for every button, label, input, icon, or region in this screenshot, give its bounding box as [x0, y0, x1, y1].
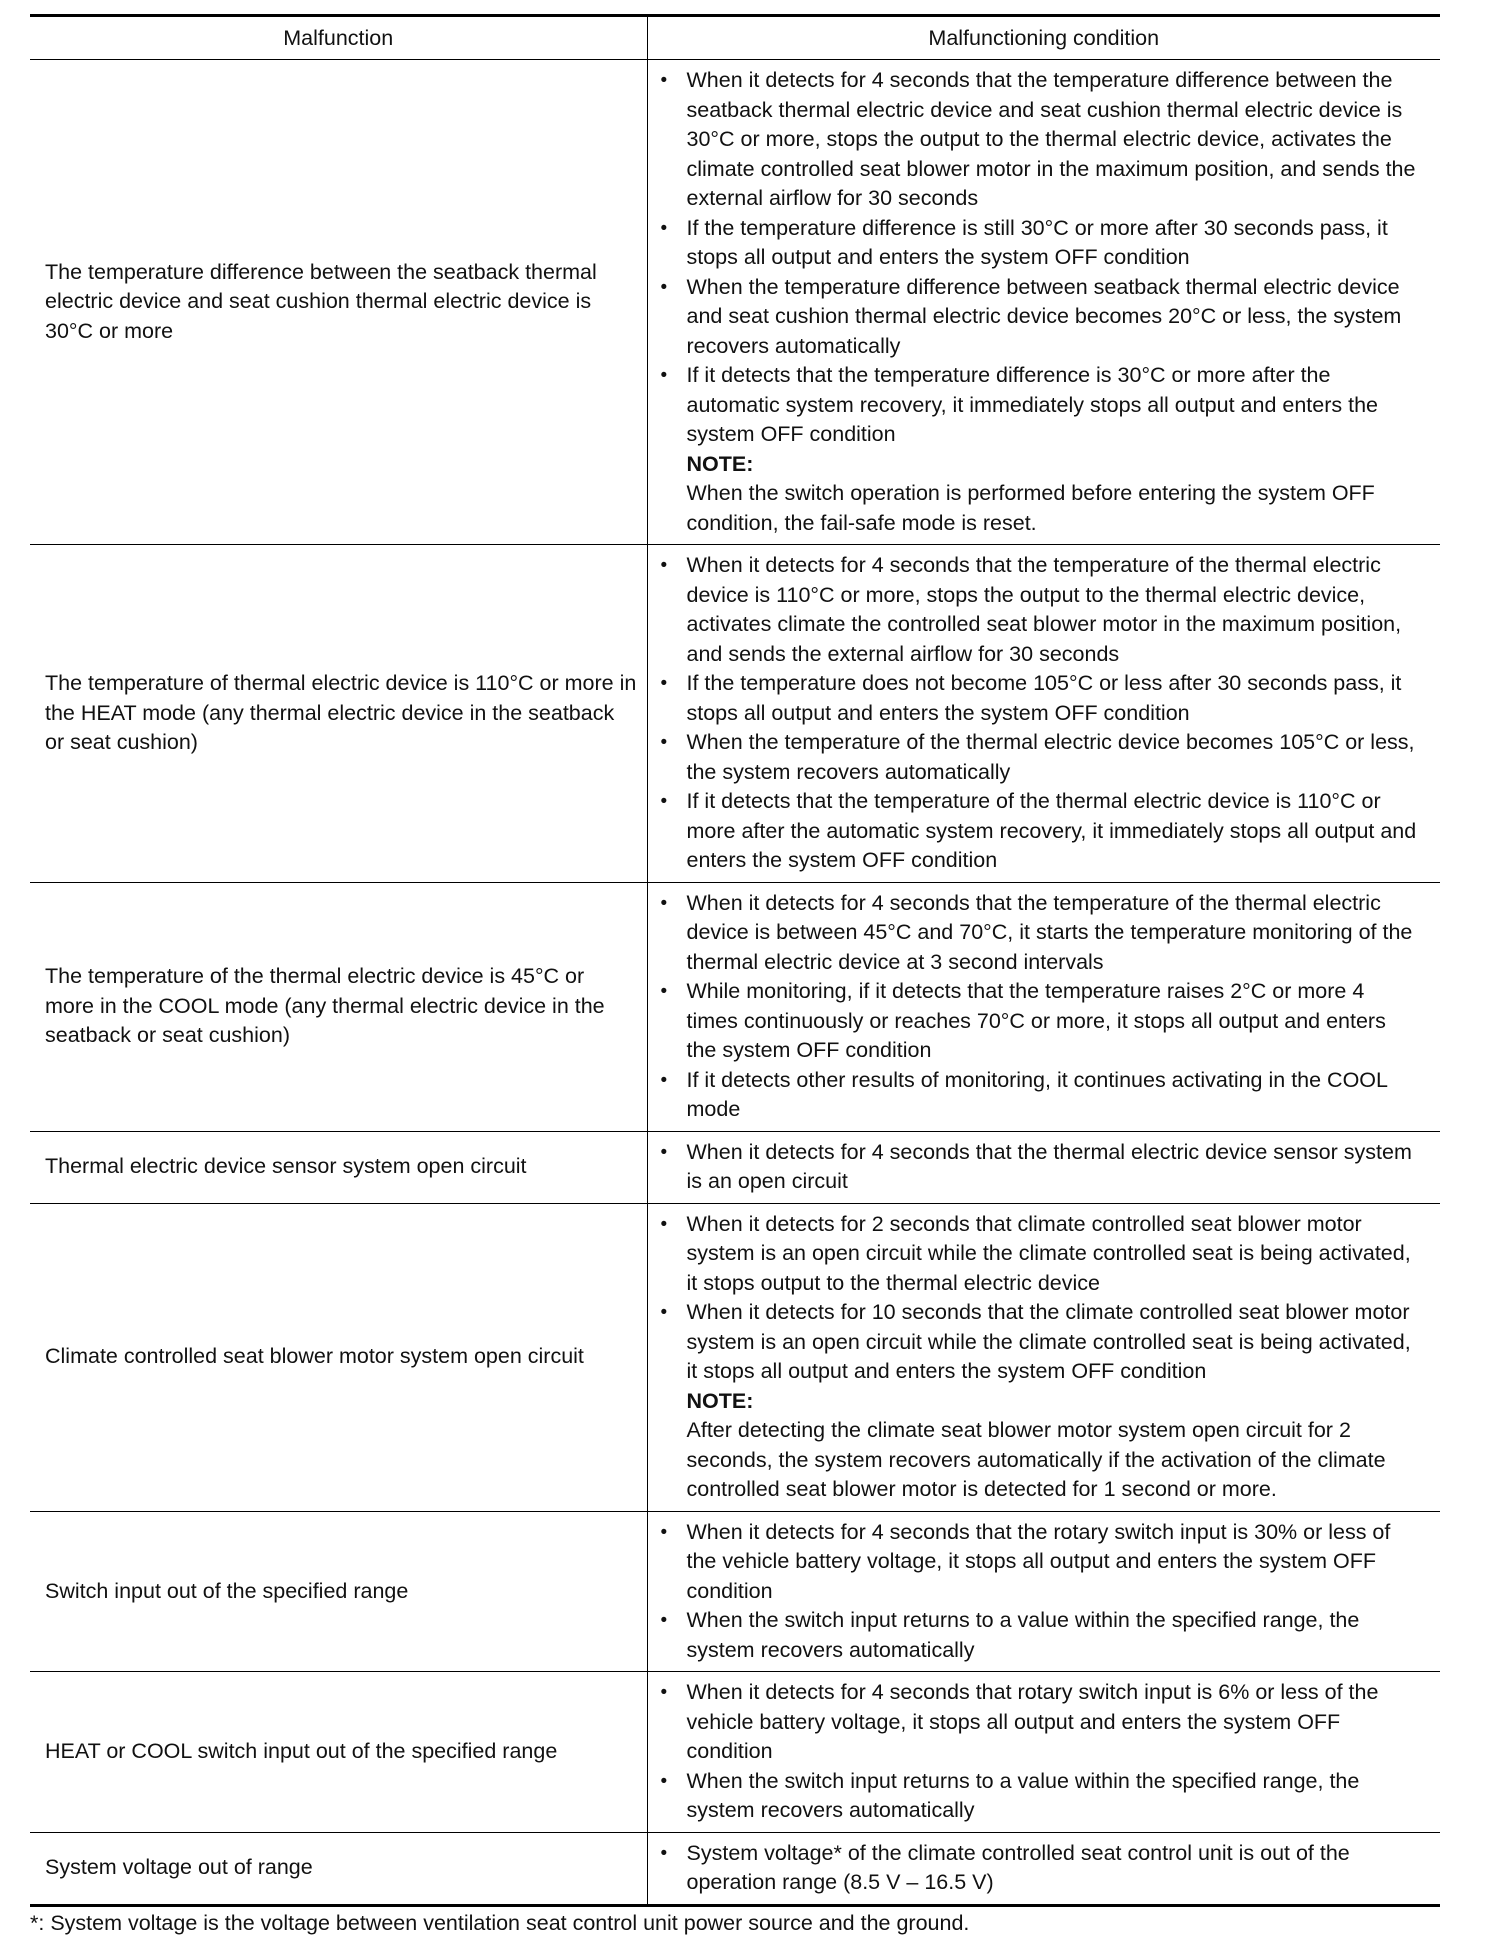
table-header-row	[30, 16, 1440, 60]
condition-list	[661, 551, 1421, 876]
condition-item: • While monitoring, if it detects that the temperature raises 2°C or more 4 times continuously or reaches 70°C or more, it stops all output and enters the system OFF condition	[661, 977, 1421, 1066]
footnote: *: System voltage is the voltage between ventilation seat control unit power source and the ground.	[30, 1910, 970, 1935]
malfunction-cell: System voltage out of range	[30, 1832, 647, 1905]
condition-item: • If it detects other results of monitoring, it continues activating in the COOL mode	[661, 1066, 1421, 1125]
note-text: After detecting the climate seat blower motor system open circuit for 2 seconds, the system recovers automatically if the activation of the climate controlled seat blower motor is detected for 1 second or more.	[686, 1418, 1386, 1501]
condition-cell	[647, 1832, 1440, 1905]
condition-list	[661, 1839, 1421, 1898]
condition-cell	[647, 60, 1440, 545]
malfunction-cell: Climate controlled seat blower motor system open circuit	[30, 1203, 647, 1511]
table-row	[30, 882, 1440, 1131]
condition-cell	[647, 1203, 1440, 1511]
note-label: NOTE:	[686, 451, 754, 476]
condition-item: • If the temperature does not become 105°C or less after 30 seconds pass, it stops all output and enters the system OFF condition	[661, 669, 1421, 728]
condition-list	[661, 1518, 1421, 1666]
table-row	[30, 545, 1440, 883]
condition-cell	[647, 1131, 1440, 1203]
note-label: NOTE:	[686, 1388, 754, 1413]
table-row	[30, 1672, 1440, 1833]
malfunction-table	[30, 14, 1440, 1907]
condition-list	[661, 1678, 1421, 1826]
condition-item: • System voltage* of the climate controlled seat control unit is out of the operation range (8.5 V – 16.5 V)	[661, 1839, 1421, 1898]
table-row	[30, 60, 1440, 545]
condition-cell	[647, 545, 1440, 883]
malfunction-cell: HEAT or COOL switch input out of the specified range	[30, 1672, 647, 1833]
condition-item: • If the temperature difference is still 30°C or more after 30 seconds pass, it stops all output and enters the system OFF condition	[661, 214, 1421, 273]
condition-cell	[647, 1511, 1440, 1672]
malfunction-cell: The temperature of the thermal electric device is 45°C or more in the COOL mode (any thermal electric device in the seatback or seat cushion)	[30, 882, 647, 1131]
table-row	[30, 1203, 1440, 1511]
table-row	[30, 1832, 1440, 1905]
table-row	[30, 1511, 1440, 1672]
header-malfunction: Malfunction	[30, 16, 647, 60]
condition-item: • When it detects for 4 seconds that the temperature difference between the seatback thermal electric device and seat cushion thermal electric device is 30°C or more, stops the output to the thermal electric device, activates the climate controlled seat blower motor in the maximum position, and sends the external airflow for 30 seconds	[661, 66, 1421, 214]
condition-cell	[647, 882, 1440, 1131]
malfunction-cell: Thermal electric device sensor system open circuit	[30, 1131, 647, 1203]
condition-item: • When it detects for 4 seconds that the temperature of the thermal electric device is between 45°C and 70°C, it starts the temperature monitoring of the thermal electric device at 3 second intervals	[661, 889, 1421, 978]
malfunction-cell: The temperature difference between the seatback thermal electric device and seat cushion thermal electric device is 30°C or more	[30, 60, 647, 545]
condition-item: • If it detects that the temperature difference is 30°C or more after the automatic system recovery, it immediately stops all output and enters the system OFF condition	[661, 361, 1421, 450]
condition-item: • When it detects for 4 seconds that the rotary switch input is 30% or less of the vehicle battery voltage, it stops all output and enters the system OFF condition	[661, 1518, 1421, 1607]
header-malfunctioning-condition: Malfunctioning condition	[647, 16, 1440, 60]
condition-item: • When the temperature difference between seatback thermal electric device and seat cushion thermal electric device becomes 20°C or less, the system recovers automatically	[661, 273, 1421, 362]
condition-list	[661, 1138, 1421, 1197]
document-page	[30, 14, 1440, 1937]
condition-item: • When it detects for 10 seconds that the climate controlled seat blower motor system is an open circuit while the climate controlled seat is being activated, it stops all output and enters the system OFF condition	[661, 1298, 1421, 1387]
condition-cell	[647, 1672, 1440, 1833]
note-text: When the switch operation is performed before entering the system OFF condition, the fail-safe mode is reset.	[686, 481, 1375, 535]
condition-item: • When it detects for 4 seconds that rotary switch input is 6% or less of the vehicle battery voltage, it stops all output and enters the system OFF condition	[661, 1678, 1421, 1767]
condition-item: • When the switch input returns to a value within the specified range, the system recovers automatically	[661, 1606, 1421, 1665]
malfunction-cell: The temperature of thermal electric device is 110°C or more in the HEAT mode (any thermal electric device in the seatback or seat cushion)	[30, 545, 647, 883]
condition-item: • When the temperature of the thermal electric device becomes 105°C or less, the system recovers automatically	[661, 728, 1421, 787]
condition-item: • When it detects for 2 seconds that climate controlled seat blower motor system is an open circuit while the climate controlled seat is being activated, it stops output to the thermal electric device	[661, 1210, 1421, 1299]
condition-item: • If it detects that the temperature of the thermal electric device is 110°C or more after the automatic system recovery, it immediately stops all output and enters the system OFF condition	[661, 787, 1421, 876]
malfunction-cell: Switch input out of the specified range	[30, 1511, 647, 1672]
condition-list	[661, 1210, 1421, 1387]
condition-item: • When the switch input returns to a value within the specified range, the system recovers automatically	[661, 1767, 1421, 1826]
condition-list	[661, 66, 1421, 450]
condition-list	[661, 889, 1421, 1125]
condition-item: • When it detects for 4 seconds that the temperature of the thermal electric device is 110°C or more, stops the output to the thermal electric device, activates climate the controlled seat blower motor in the maximum position, and sends the external airflow for 30 seconds	[661, 551, 1421, 669]
table-row	[30, 1131, 1440, 1203]
table-body	[30, 60, 1440, 1906]
condition-item: • When it detects for 4 seconds that the thermal electric device sensor system is an open circuit	[661, 1138, 1421, 1197]
